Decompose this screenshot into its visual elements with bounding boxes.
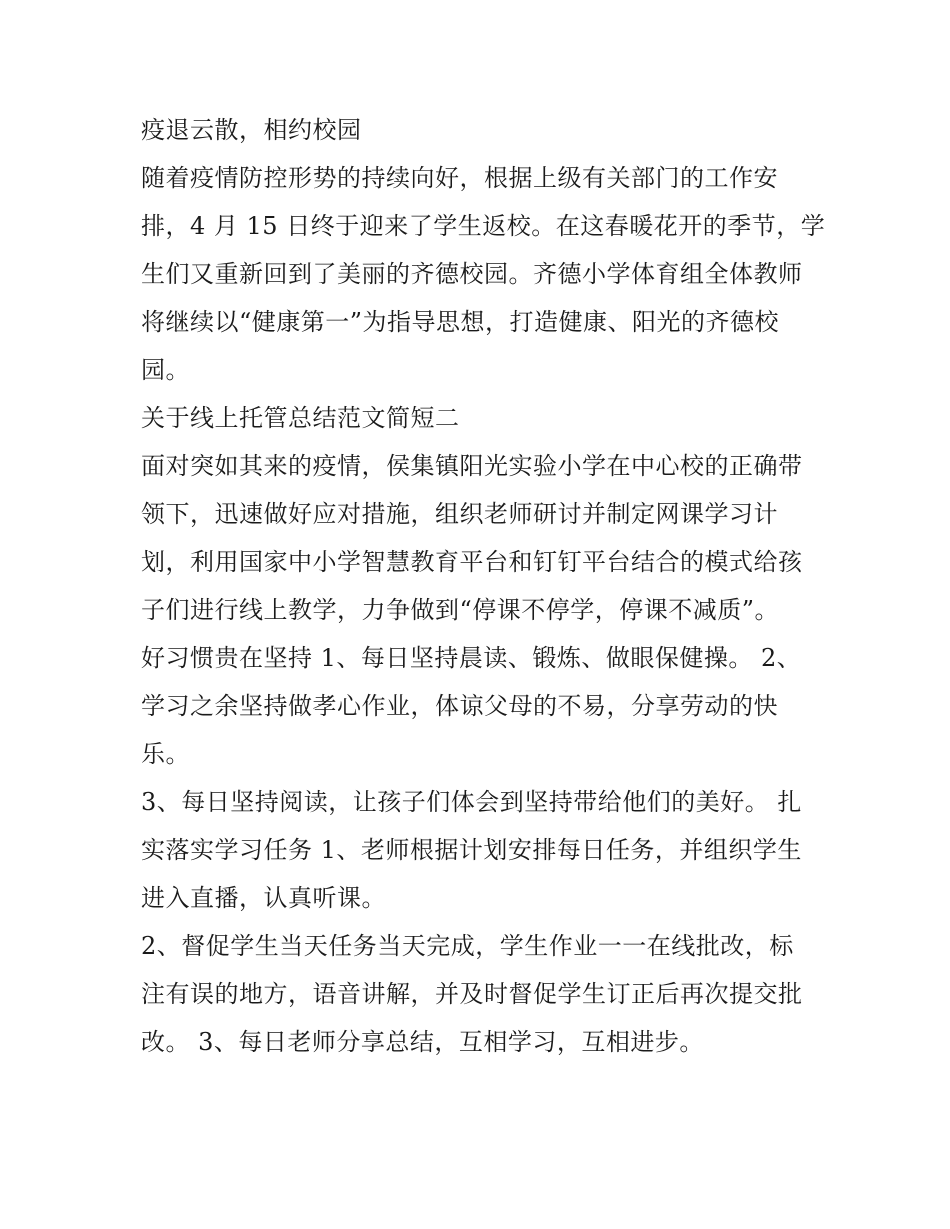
text-line: 园。 — [141, 356, 190, 384]
text-line: 2、督促学生当天任务当天完成，学生作业一一在线批改，标 — [141, 932, 794, 960]
text-line: 实落实学习任务 1、老师根据计划安排每日任务，并组织学生 — [141, 836, 802, 864]
text-line: 排，4 月 15 日终于迎来了学生返校。在这春暖花开的季节，学 — [141, 212, 826, 240]
text-line: 面对突如其来的疫情，侯集镇阳光实验小学在中心校的正确带 — [141, 452, 803, 480]
text-line: 进入直播，认真听课。 — [141, 884, 386, 912]
document-body — [141, 106, 826, 1066]
text-line: 子们进行线上教学，力争做到“停课不停学，停课不减质”。 — [141, 596, 780, 624]
text-line: 改。 3、每日老师分享总结，互相学习，互相进步。 — [141, 1028, 704, 1056]
text-line: 领下，迅速做好应对措施，组织老师研讨并制定网课学习计 — [141, 500, 778, 528]
text-line: 划，利用国家中小学智慧教育平台和钉钉平台结合的模式给孩 — [141, 548, 803, 576]
text-line: 注有误的地方，语音讲解，并及时督促学生订正后再次提交批 — [141, 980, 803, 1008]
text-line: 生们又重新回到了美丽的齐德校园。齐德小学体育组全体教师 — [141, 260, 803, 288]
text-line: 学习之余坚持做孝心作业，体谅父母的不易，分享劳动的快 — [141, 692, 778, 720]
text-line: 随着疫情防控形势的持续向好，根据上级有关部门的工作安 — [141, 164, 778, 192]
section-title-line: 关于线上托管总结范文简短二 — [141, 404, 460, 432]
text-line: 将继续以“健康第一”为指导思想，打造健康、阳光的齐德校 — [141, 308, 780, 336]
text-line: 好习惯贵在坚持 1、每日坚持晨读、锻炼、做眼保健操。 2、 — [141, 644, 802, 672]
text-line: 乐。 — [141, 740, 190, 768]
heading-line: 疫退云散，相约校园 — [141, 116, 362, 144]
text-line: 3、每日坚持阅读，让孩子们体会到坚持带给他们的美好。 扎 — [141, 788, 802, 816]
